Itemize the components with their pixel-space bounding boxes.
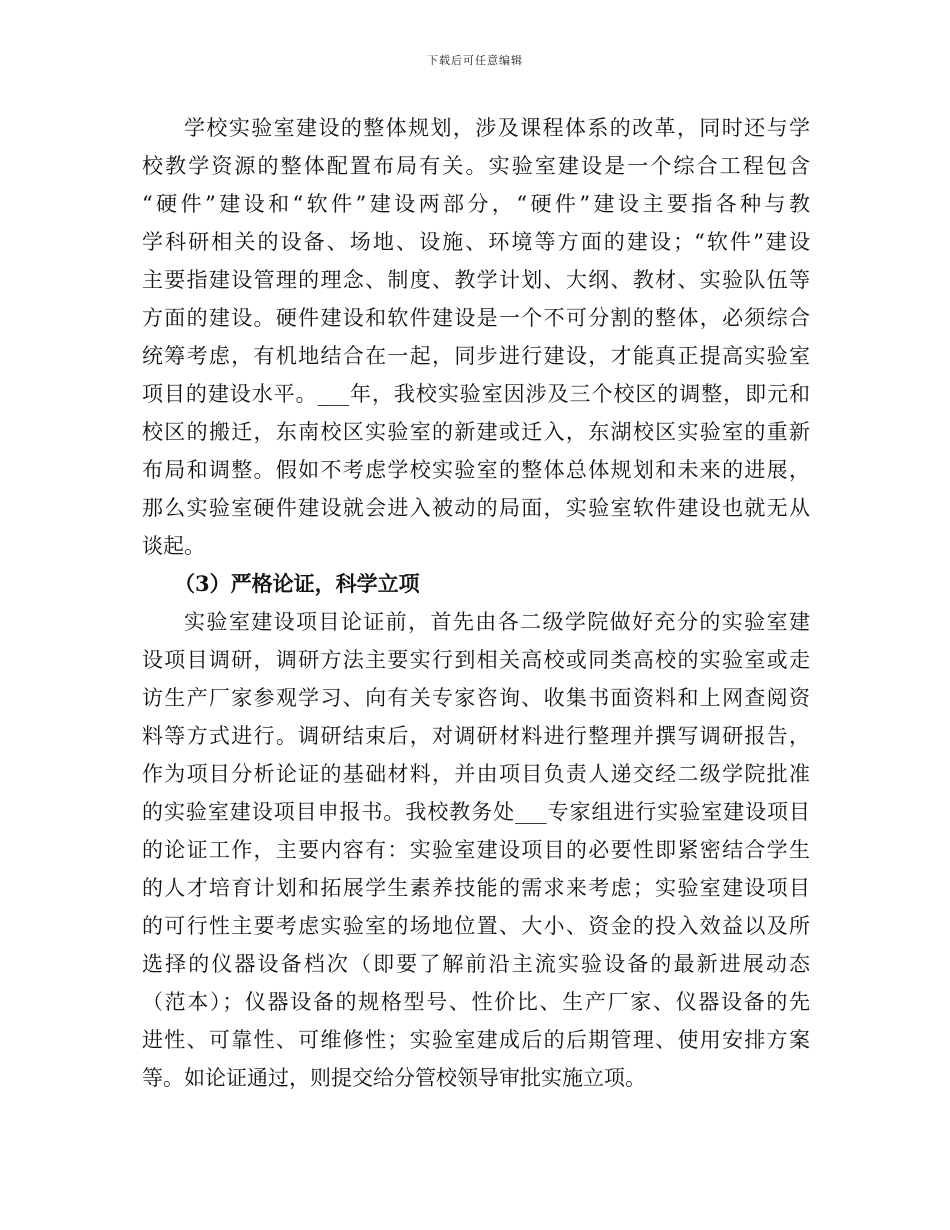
para-2-line-13: 等。如论证通过，则提交给分管校领导审批实施立项。 — [142, 1066, 646, 1090]
para-2-line-7: 的论证工作，主要内容有：实验室建设项目的必要性即紧密结合学生 — [142, 838, 810, 862]
para-1-line-1: 学校实验室建设的整体规划，涉及课程体系的改革，同时还与学 — [184, 116, 810, 140]
para-2-line-11: （范本）；仪器设备的规格型号、性价比、生产厂家、仪器设备的先 — [142, 990, 810, 1014]
para-1-line-5: 主要指建设管理的理念、制度、教学计划、大纲、教材、实验队伍等 — [142, 268, 810, 292]
para-2-line-8: 的人才培育计划和拓展学生素养技能的需求来考虑；实验室建设项目 — [142, 876, 810, 900]
document-body — [142, 109, 810, 1097]
para-1-line-8: 项目的建设水平。___年，我校实验室因涉及三个校区的调整，即元和 — [142, 382, 810, 406]
para-1-line-2: 校教学资源的整体配置布局有关。实验室建设是一个综合工程包含 — [142, 154, 810, 178]
para-1-line-9: 校区的搬迁，东南校区实验室的新建或迁入，东湖校区实验室的重新 — [142, 420, 810, 444]
para-1-line-11: 那么实验室硬件建设就会进入被动的局面，实验室软件建设也就无从 — [142, 496, 810, 520]
para-2-line-12: 进性、可靠性、可维修性；实验室建成后的后期管理、使用安排方案 — [142, 1028, 810, 1052]
para-1-line-4: 学科研相关的设备、场地、设施、环境等方面的建设；“软件”建设 — [142, 230, 810, 254]
para-1-line-10: 布局和调整。假如不考虑学校实验室的整体总体规划和未来的进展， — [142, 458, 810, 482]
para-1-line-12: 谈起。 — [142, 534, 205, 558]
para-2-line-10: 选择的仪器设备档次（即要了解前沿主流实验设备的最新进展动态 — [142, 952, 810, 976]
para-2-line-6: 的实验室建设项目申报书。我校教务处___专家组进行实验室建设项目 — [142, 800, 810, 824]
para-1-line-3: “硬件”建设和“软件”建设两部分，“硬件”建设主要指各种与教 — [142, 192, 810, 216]
page-header-note: 下载后可任意编辑 — [427, 54, 523, 67]
para-2-line-5: 作为项目分析论证的基础材料，并由项目负责人递交经二级学院批准 — [142, 762, 810, 786]
para-2-line-9: 的可行性主要考虑实验室的场地位置、大小、资金的投入效益以及所 — [142, 914, 810, 938]
para-1-line-6: 方面的建设。硬件建设和软件建设是一个不可分割的整体，必须综合 — [142, 306, 810, 330]
section-heading: （3）严格论证，科学立项 — [174, 571, 420, 596]
para-2-line-3: 访生产厂家参观学习、向有关专家咨询、收集书面资料和上网查阅资 — [142, 686, 810, 710]
para-2-line-4: 料等方式进行。调研结束后，对调研材料进行整理并撰写调研报告， — [142, 724, 810, 748]
para-2-line-2: 设项目调研，调研方法主要实行到相关高校或同类高校的实验室或走 — [142, 648, 810, 672]
para-2-line-1: 实验室建设项目论证前，首先由各二级学院做好充分的实验室建 — [184, 610, 810, 634]
para-1-line-7: 统筹考虑，有机地结合在一起，同步进行建设，才能真正提高实验室 — [142, 344, 810, 368]
